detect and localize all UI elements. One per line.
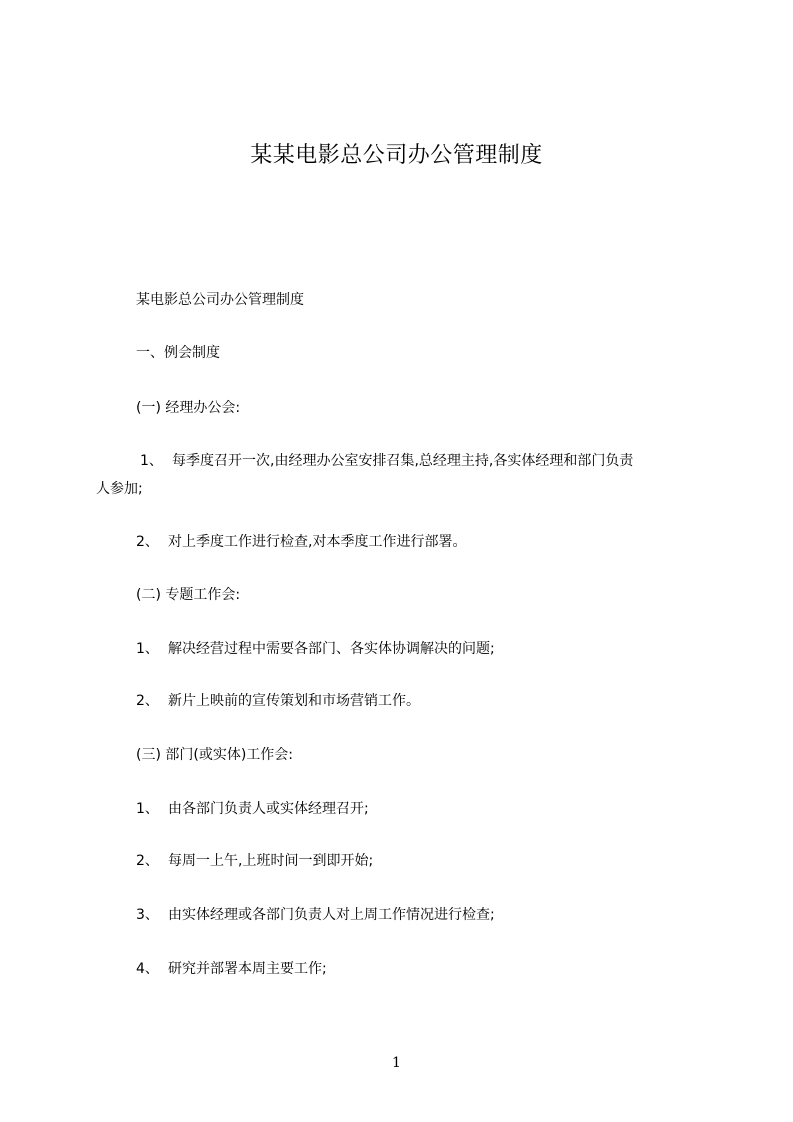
page-number: 1 [392,1055,401,1071]
list-item-text: 研究并部署本周主要工作; [168,961,327,977]
list-item-text: 解决经营过程中需要各部门、各实体协调解决的问题; [168,641,495,657]
list-item-number: 2、 [136,693,159,709]
list-item-number: 3、 [136,907,159,923]
list-item-number: 1、 [136,641,159,657]
list-item-text: 对上季度工作进行检查,对本季度工作进行部署。 [168,534,467,550]
list-item [96,446,716,476]
subsection-heading-manager-meeting: (一) 经理办公会: [136,400,241,416]
list-item-number: 2、 [136,853,159,869]
section-heading: 一、例会制度 [136,345,220,361]
list-item-number: 1、 [136,801,159,817]
list-item-number: 4、 [136,961,159,977]
subsection-heading-department-meeting: (三) 部门(或实体)工作会: [136,747,294,763]
list-item-number: 1、 [140,453,163,469]
list-item-number: 2、 [136,534,159,550]
list-item [96,900,756,930]
list-item [96,686,756,716]
list-item-text: 由实体经理或各部门负责人对上周工作情况进行检查; [168,907,495,923]
list-item-text: 新片上映前的宣传策划和市场营销工作。 [168,693,420,709]
list-item [96,634,756,664]
list-item [96,527,756,557]
document-title: 某某电影总公司办公管理制度 [250,143,543,168]
subsection-heading-topic-meeting: (二) 专题工作会: [136,587,241,603]
list-item [96,954,756,984]
document-subtitle: 某电影总公司办公管理制度 [136,292,304,308]
list-item-text: 每季度召开一次,由经理办公室安排召集,总经理主持,各实体经理和部门负责 [172,453,634,469]
list-item-text: 由各部门负责人或实体经理召开; [168,801,369,817]
list-item-continuation: 人参加; [96,481,143,497]
list-item [96,846,756,876]
list-item-text: 每周一上午,上班时间一到即开始; [168,853,374,869]
list-item [96,794,756,824]
